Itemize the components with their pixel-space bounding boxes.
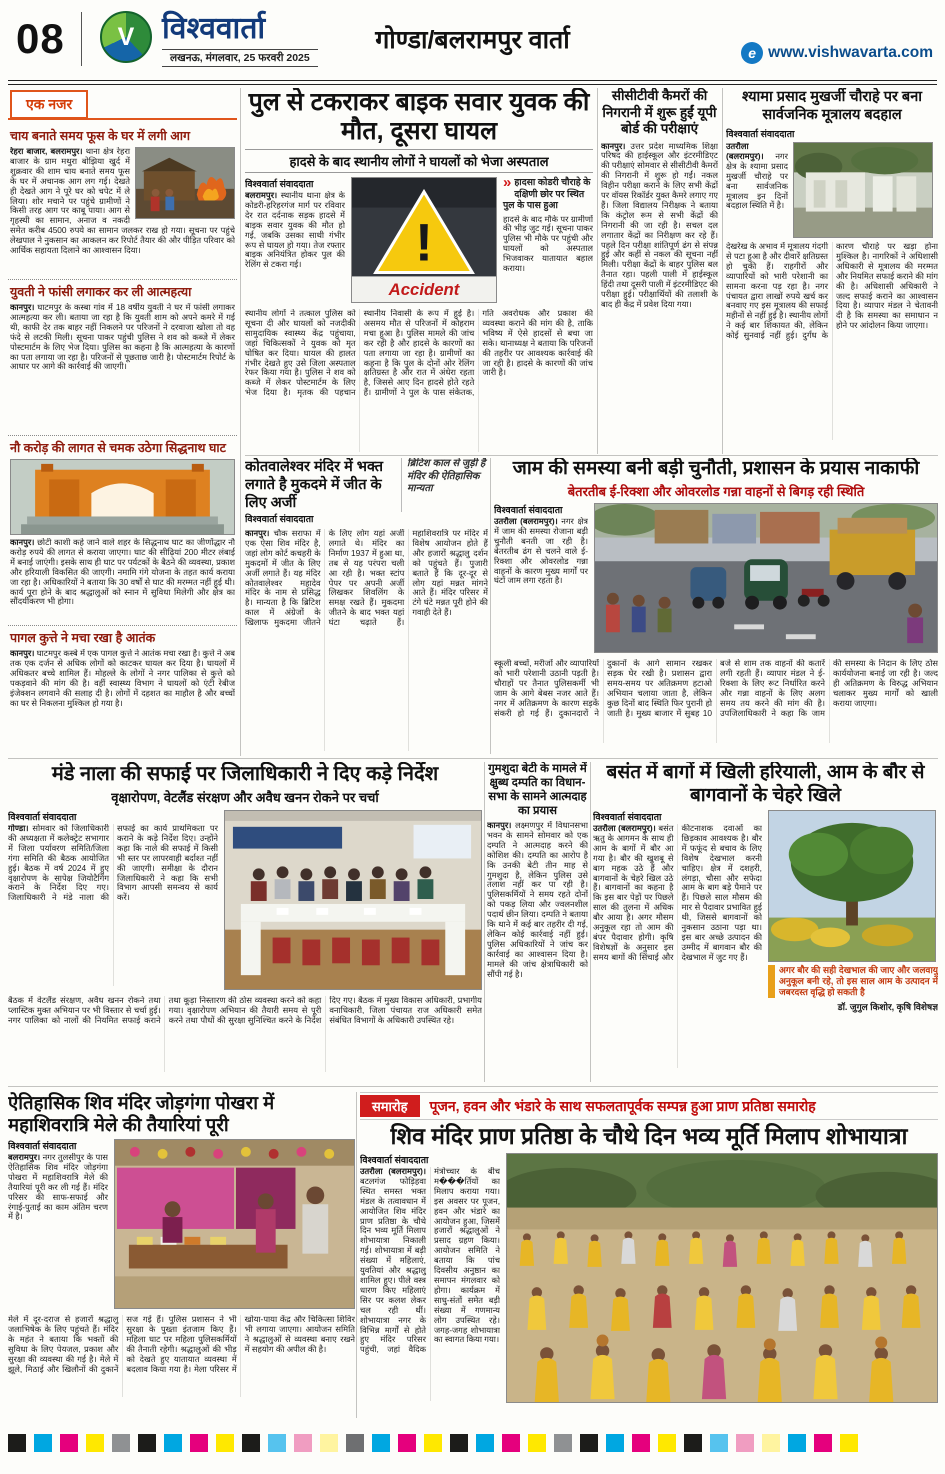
website-link <box>741 42 933 64</box>
color-swatch <box>112 1434 130 1452</box>
e-globe-icon: e <box>741 42 763 64</box>
body-text: नगर तुलसीपुर के पास ऐतिहासिक शिव मंदिर जोड़गंगा पोखरा में महाशिवरात्रि मेले की तैयारियां पूरी कर ली गई हैं। मंदिर परिसर की साफ-सफाई और रंगाई-पुताई का काम अंतिम चरण में है। <box>8 1153 108 1222</box>
pull-quote-marker: » <box>503 174 512 191</box>
story-mango-bloom <box>593 762 938 1082</box>
body-text: स्कूली बच्चों, मरीजों और व्यापारियों को भारी परेशानी उठानी पड़ती है। चौराहों पर तैनात पुलिसकर्मी भी जाम के आगे बेबस नजर आते हैं। नगर में अतिक्रमण के कारण सड़कें संकरी हो गई हैं। दुकानदारों ने दुकानों के आगे सामान रखकर सड़क घेर रखी है। प्रशासन द्वारा समय-समय पर अतिक्रमण हटाओ अभियान चलाया जाता है, लेकिन कुछ दिनों बाद स्थिति फिर पुरानी हो जाती है। मुख्य बाजार में सुबह 10 बजे से शाम तक वाहनों की कतारें लगी रहती हैं। व्यापार मंडल ने ई-रिक्शा के लिए रूट निर्धारित करने और गन्ना वाहनों के लिए अलग समय तय करने की मांग की है। उपजिलाधिकारी ने कहा कि जाम की समस्या के निदान के लिए ठोस कार्ययोजना बनाई जा रही है। जल्द ही अतिक्रमण के विरुद्ध अभियान चलाकर मुख्य मार्गों को खाली कराया जाएगा। <box>494 659 938 718</box>
dateline: उतरौला (बलरामपुर)। <box>593 824 656 833</box>
color-swatch <box>658 1434 676 1452</box>
accident-photo-label: Accident <box>388 280 460 300</box>
body-text: चौक सराफा में एक ऐसा शिव मंदिर है, जहां लोग कोर्ट कचहरी के मुकदमों में जीत के लिए अर्जी लगाते हैं। यह मंदिर कोतवालेश्वर महादेव मंदिर के नाम से प्रसिद्ध है। मान्यता है कि ब्रिटिश काल में अंग्रेजों के खिलाफ मुकदमा जीतने के लिए लोग यहां अर्जी लगाते थे। मंदिर का निर्माण 1937 में हुआ था, तब से यह परंपरा चली आ रही है। भक्त स्टांप पेपर पर अपनी अर्जी लिखकर शिवलिंग के समक्ष रखते हैं। मुकदमा जीतने के बाद भक्त यहां घंटा चढ़ाते हैं। महाशिवरात्रि पर मंदिर में विशेष आयोजन होते हैं और हजारों श्रद्धालु दर्शन को पहुंचते हैं। पुजारी बताते हैं कि दूर-दूर से लोग यहां मन्नत मांगने आते हैं। मंदिर परिसर में टंगे घंटे मन्नत पूरी होने की गवाही देते हैं। <box>245 529 488 628</box>
color-swatch <box>424 1434 442 1452</box>
dateline: कानपुर। <box>487 821 512 830</box>
story-lead-column <box>8 810 218 992</box>
column-divider <box>597 88 598 454</box>
color-swatch <box>34 1434 52 1452</box>
story-lead-column <box>593 810 762 1068</box>
body-text: थाना क्षेत्र रेहरा बाजार के ग्राम मथुरा बोझिया खुर्द में शुक्रवार की शाम चाय बनाते समय फूस के घर में अचानक आग लग गई। देखते ही देखते आग ने पूरे घर को चपेट में ले लिया। शोर मचाने पर पहुंचे ग्रामीणों ने किसी तरह आग पर काबू पाया। आग से गृहस्थी का सामान, अनाज व नकदी समेत करीब 4500 रुपये का सामान जलकर राख हो गया। सूचना पर पहुंचे लेखपाल ने नुकसान का आकलन कर रिपोर्ट तैयार की और पीड़ित परिवार को आर्थिक सहायता दिलाने का आश्वासन दिया। <box>10 147 235 256</box>
color-swatch <box>320 1434 338 1452</box>
brief-headline: युवती ने फांसी लगाकर कर ली आत्महत्या <box>10 285 192 299</box>
byline: विश्ववार्ता संवाददाता <box>245 179 314 189</box>
body-text: नगर क्षेत्र के श्यामा प्रसाद मुखर्जी चौराहे पर बना सार्वजनिक मूत्रालय इन दिनों बदहाल स्थिति में है। <box>726 150 788 211</box>
story-subhead: बेतरतीब ई-रिक्शा और ओवरलोड गन्ना वाहनों से बिगड़ रही स्थिति <box>567 484 865 499</box>
color-swatch <box>788 1434 806 1452</box>
mango-tree-photo <box>768 810 936 962</box>
story-body <box>8 996 482 1072</box>
story-accident <box>245 88 593 452</box>
color-swatch <box>632 1434 650 1452</box>
story-body <box>726 242 938 440</box>
ek-nazar-header <box>8 90 237 120</box>
color-swatch <box>528 1434 546 1452</box>
dateline: उतरौला (बलरामपुर)। <box>360 1167 426 1176</box>
body-text: छोटी काशी कहे जाने वाले शहर के सिद्धनाथ घाट का जीर्णोद्धार नौ करोड़ रुपये की लागत से कराया जाएगा। घाट की सीढ़ियां 200 मीटर लंबाई में बनाई जाएंगी। इसके साथ ही घाट पर पर्यटकों के बैठने की व्यवस्था, प्रकाश और हरियाली विकसित की जाएगी। नमामि गंगे योजना के तहत कार्य कराया जा रहा है। अधिकारियों ने बताया कि 30 वर्षों से घाट की मरम्मत नहीं हुई थी। कार्य पूरा होने के बाद श्रद्धालुओं को स्नान में सुविधा मिलेगी और क्षेत्र का सौंदर्यीकरण भी होगा। <box>10 538 235 607</box>
logo-letter: V <box>117 22 135 51</box>
meeting-photo <box>224 810 482 990</box>
paper-name: विश्ववार्ता <box>162 12 266 45</box>
byline: विश्ववार्ता संवाददाता <box>245 514 314 524</box>
brief-headline: चाय बनाते समय फूस के घर में लगी आग <box>10 129 191 143</box>
body-text: घाटमपुर के कस्बा गांव में 18 वर्षीय युवती ने घर में फांसी लगाकर आत्महत्या कर ली। बताया जा रहा है कि युवती शाम को अपने कमरे में गई थी, काफी देर तक बाहर नहीं निकलने पर परिजनों ने दरवाजा खोला तो वह फंदे से लटकी मिली। सूचना पाकर पहुंची पुलिस ने शव को कब्जे में लेकर पोस्टमार्टम के लिए भेज दिया। पुलिस का कहना है कि आत्महत्या के कारणों का पता लगाया जा रहा है। परिजनों से पूछताछ जारी है। पोस्टमार्टम रिपोर्ट के आधार पर आगे की कार्रवाई की जाएगी। <box>10 303 235 372</box>
color-swatch <box>502 1434 520 1452</box>
dateline: बलरामपुर। <box>8 1153 41 1162</box>
section-divider <box>8 758 938 759</box>
story-headline: मंडे नाला की सफाई पर जिलाधिकारी ने दिए कड़े निर्देश <box>51 763 439 785</box>
story-headline: श्यामा प्रसाद मुखर्जी चौराहे पर बना सार्वजनिक मूत्रालय बदहाल <box>741 89 923 123</box>
dateline: उतरौला (बलरामपुर)। <box>494 517 558 526</box>
story-headline: पुल से टकराकर बाइक सवार युवक की मौत, दूसरा घायल <box>248 88 590 145</box>
kicker-label: समारोह <box>360 1095 420 1117</box>
caption-text: अगर बौर की सही देखभाल की जाए और जलवायु अनुकूल बनी रहे, तो इस साल आम के उत्पादन में जबरदस्त वृद्धि हो सकती है <box>779 965 938 997</box>
dateline: गोण्डा। <box>8 824 29 833</box>
color-swatch <box>398 1434 416 1452</box>
print-color-bar <box>8 1432 937 1454</box>
story-headline: कोतवालेश्वर मंदिर में भक्त लगाते है मुकदमे में जीत के लिए अर्जी <box>245 459 384 511</box>
body-text: बसंत ऋतु के आगमन के साथ ही आम के बागों में बौर आ गया है। बौर की खुशबू से बाग महक उठे हैं और बागवानों के चेहरे खिल उठे हैं। बागवानों का कहना है कि इस बार पेड़ों पर पिछले साल की तुलना में अधिक बौर आया है। अगर मौसम अनुकूल रहा तो आम की बंपर पैदावार होगी। कृषि विशेषज्ञों के अनुसार इस समय बागों की सिंचाई और कीटनाशक दवाओं का छिड़काव आवश्यक है। बौर में फफूंद से बचाव के लिए विशेष देखभाल करनी चाहिए। क्षेत्र में दशहरी, लंगड़ा, चौसा और सफेदा आम के बाग बड़े पैमाने पर हैं। पिछले साल मौसम की मार से पैदावार प्रभावित हुई थी, जिससे बागवानों को नुकसान उठाना पड़ा था। इस बार अच्छे उत्पादन की उम्मीद में बागवान बौर की देखभाल में जुट गए हैं। <box>593 824 762 962</box>
brief-body <box>10 538 235 607</box>
caption-author: डॉ. जुगुल किशोर, कृषि विशेषज्ञ <box>837 1002 938 1012</box>
brief-headline: पागल कुत्ते ने मचा रखा है आतंक <box>10 631 156 645</box>
story-pran-pratishtha <box>360 1092 938 1418</box>
story-headline: शिव मंदिर प्राण प्रतिष्ठा के चौथे दिन भव्य मूर्ति मिलाप शोभायात्रा <box>390 1123 908 1149</box>
color-swatch <box>60 1434 78 1452</box>
story-headline: जाम की समस्या बनी बड़ी चुनौती, प्रशासन के प्रयास नाकाफी <box>512 458 920 479</box>
story-top-row <box>593 810 938 1068</box>
story-traffic-jam <box>494 458 938 754</box>
story-headline: गुमशुदा बेटी के मामले में क्षुब्ध दम्पति का विधान-सभा के सामने आत्मदाह का प्रयास <box>488 763 587 817</box>
story-lead-column <box>245 177 345 305</box>
body-text: लक्ष्मणपुर में विधानसभा भवन के सामने सोमवार को एक दम्पति ने आत्मदाह करने की कोशिश की। दम्पति का आरोप है कि उनकी बेटी तीन माह से गुमशुदा है, लेकिन पुलिस उसे तलाश नहीं कर पा रही है। पुलिसकर्मियों ने समय रहते दोनों को पकड़ लिया और ज्वलनशील पदार्थ छीन लिया। दम्पति ने बताया कि थाने में कई बार तहरीर दी गई, लेकिन कोई कार्रवाई नहीं हुई। पुलिस अधिकारियों ने जांच कर कार्रवाई का आश्वासन दिया है। मामले की जांच क्षेत्राधिकारी को सौंपी गई है। <box>487 821 588 979</box>
body-text: उत्तर प्रदेश माध्यमिक शिक्षा परिषद की हाईस्कूल और इंटरमीडिएट की परीक्षाएं सोमवार से सीसीटीवी कैमरों की निगरानी में शुरू हो गईं। नकल विहीन परीक्षा कराने के लिए सभी केंद्रों पर वॉयस रिकॉर्डर युक्त कैमरे लगाए गए हैं। जिला विद्यालय निरीक्षक ने बताया कि कंट्रोल रूम से सभी केंद्रों की निगरानी की जा रही है। सचल दल लगातार केंद्रों का निरीक्षण कर रहे हैं। पहले दिन परीक्षा शांतिपूर्ण ढंग से संपन्न हुई और कहीं से नकल की सूचना नहीं मिली। परीक्षा केंद्रों के बाहर पुलिस बल तैनात रहा। पहली पाली में हाईस्कूल हिंदी तथा दूसरी पाली में इंटरमीडिएट की परीक्षा हुई। परीक्षार्थियों की तलाशी के बाद ही केंद्र में प्रवेश दिया गया। <box>601 141 718 309</box>
edition-line: लखनऊ, मंगलवार, 25 फरवरी 2025 <box>162 49 318 67</box>
story-top-row <box>360 1153 938 1405</box>
color-swatch <box>8 1434 26 1452</box>
column-divider <box>240 88 241 756</box>
story-shivratri-mela <box>8 1092 355 1418</box>
column-divider <box>722 88 723 454</box>
dateline: बलरामपुर। <box>245 191 278 200</box>
column-divider <box>356 1092 357 1418</box>
story-side-column <box>503 174 593 305</box>
color-swatch <box>86 1434 104 1452</box>
warning-mark: ! <box>415 213 433 273</box>
story-top-row <box>8 1139 355 1311</box>
color-swatch <box>476 1434 494 1452</box>
story-body <box>494 659 938 743</box>
color-swatch <box>242 1434 260 1452</box>
story-top-row <box>494 503 938 655</box>
story-top-row <box>8 810 482 992</box>
color-swatch <box>372 1434 390 1452</box>
story-top-row <box>726 142 938 238</box>
body-text: सोमवार को जिलाधिकारी की अध्यक्षता में कलेक्ट्रेट सभागार में जिला पर्यावरण समिति/जिला गंगा समिति की बैठक आयोजित हुई। बैठक में वर्ष 2024 में हुए वृक्षारोपण के सापेक्ष जियोटैगिंग कराने के निर्देश दिए गए। जिलाधिकारी ने मंडे नाला की सफाई का कार्य प्राथमिकता पर कराने के कड़े निर्देश दिए। उन्होंने कहा कि नाले की सफाई में किसी भी स्तर पर लापरवाही बर्दाश्त नहीं की जाएगी। समीक्षा के दौरान जिलाधिकारी ने कहा कि सभी विभाग आपसी समन्वय से कार्य करें। <box>8 824 218 903</box>
story-missing-daughter <box>487 762 588 1082</box>
mela-preparation-photo <box>114 1139 355 1309</box>
news-brief-ghat <box>8 436 237 626</box>
story-body <box>245 529 488 751</box>
header-divider <box>8 80 937 85</box>
byline: विश्ववार्ता संवाददाता <box>360 1155 429 1165</box>
color-swatch <box>840 1434 858 1452</box>
brief-body <box>10 147 235 256</box>
story-lead-column <box>8 1139 108 1311</box>
section-divider <box>245 455 938 456</box>
news-brief-fire <box>8 124 237 280</box>
color-swatch <box>294 1434 312 1452</box>
story-subhead: वृक्षारोपण, वेटलैंड संरक्षण और अवैध खनन रोकने पर चर्चा <box>111 790 379 805</box>
color-swatch <box>606 1434 624 1452</box>
news-brief-dog <box>8 626 237 750</box>
brief-body <box>10 303 235 372</box>
traffic-photo <box>594 503 938 653</box>
story-header <box>245 458 488 512</box>
color-swatch <box>164 1434 182 1452</box>
brief-headline: नौ करोड़ की लागत से चमक उठेगा सिद्धनाथ घाट <box>10 441 226 455</box>
news-brief-suicide <box>8 280 237 436</box>
story-headline: बसंत में बागों में खिली हरियाली, आम के बौर से बागवानों के चेहरे खिले <box>606 762 925 806</box>
color-swatch <box>684 1434 702 1452</box>
kicker-bar <box>360 1092 938 1120</box>
story-body <box>601 142 718 450</box>
column-divider <box>590 762 591 1082</box>
story-headline: ऐतिहासिक शिव मंदिर जोड़गंगा पोखरा में महाशिवरात्रि मेले की तैयारियां पूरी <box>8 1092 275 1135</box>
color-swatch <box>138 1434 156 1452</box>
color-swatch <box>580 1434 598 1452</box>
story-drain-cleaning <box>8 762 482 1082</box>
pull-quote-text: हादसा कोडरी चौराहे के दक्षिणी छोर पर स्थित पुल के पास हुआ <box>503 177 591 210</box>
ghat-photo <box>10 459 235 535</box>
story-lead-column <box>360 1153 500 1405</box>
story-deck: ब्रिटिश काल से जुड़ी है मंदिर की ऐतिहासिक मान्यता <box>401 458 488 512</box>
website-url: www.vishwavarta.com <box>768 44 933 61</box>
story-lead-column <box>726 142 788 238</box>
story-body <box>8 1315 355 1397</box>
body-text: नगर क्षेत्र में जाम की समस्या रोजाना बड़ी चुनौती बनती जा रही है। बेतरतीब ढंग से चलने वाले ई-रिक्शा और ओवरलोड गन्ना वाहनों के कारण मुख्य मार्गों पर घंटों जाम लगा रहता है। <box>494 517 588 586</box>
accident-photo <box>351 177 497 303</box>
story-cctv-exams <box>601 88 718 452</box>
ek-nazar-label: एक नजर <box>10 90 88 119</box>
byline: विश्ववार्ता संवाददाता <box>593 812 662 822</box>
story-urinal <box>726 88 938 452</box>
color-swatch <box>450 1434 468 1452</box>
story-headline: सीसीटीवी कैमरों की निगरानी में शुरू हुईं यूपी बोर्ड की परीक्षाएं <box>602 88 717 136</box>
body-text: स्थानीय थाना क्षेत्र के कोडरी-हरिहरगंज मार्ग पर रविवार देर रात दर्दनाक सड़क हादसे में बाइक सवार युवक की मौत हो गई, जबकि उसका साथी गंभीर रूप से घायल हो गया। तेज रफ्तार बाइक अनियंत्रित होकर पुल की रेलिंग से टकरा गई। <box>245 191 345 270</box>
color-swatch <box>216 1434 234 1452</box>
fire-photo <box>135 147 235 219</box>
pull-quote <box>503 174 593 212</box>
column-divider <box>484 762 485 1082</box>
story-top-row <box>245 174 593 305</box>
body-text: मेले में दूर-दराज से हजारों श्रद्धालु जलाभिषेक के लिए पहुंचते हैं। मंदिर के महंत ने बताया कि भक्तों की सुविधा के लिए पेयजल, प्रकाश और सुरक्षा की व्यवस्था की गई है। मेले में झूले, मिठाई और खिलौनों की दुकानें सज गई हैं। पुलिस प्रशासन ने भी सुरक्षा के पुख्ता इंतजाम किए हैं। महिला घाट पर महिला पुलिसकर्मियों की तैनाती रहेगी। श्रद्धालुओं की भीड़ को देखते हुए यातायात व्यवस्था में बदलाव किया गया है। मेला परिसर में खोया-पाया केंद्र और चिकित्सा शिविर भी लगाया जाएगा। आयोजन समिति ने श्रद्धालुओं से व्यवस्था बनाए रखने में सहयोग की अपील की है। <box>8 1315 355 1374</box>
procession-photo <box>506 1153 938 1403</box>
section-divider <box>8 1086 938 1087</box>
color-swatch <box>736 1434 754 1452</box>
story-body <box>245 309 593 452</box>
byline: विश्ववार्ता संवाददाता <box>494 505 563 515</box>
story-body <box>487 821 588 1063</box>
body-text: स्थानीय लोगों ने तत्काल पुलिस को सूचना दी और घायलों को नजदीकी सामुदायिक स्वास्थ्य केंद्र पहुंचाया, जहां चिकित्सकों ने युवक को मृत घोषित कर दिया। घायल की हालत गंभीर देखते हुए उसे जिला अस्पताल रेफर किया गया है। पुलिस ने शव को कब्जे में लेकर पोस्टमार्टम के लिए भेज दिया है। मृतक की पहचान स्थानीय निवासी के रूप में हुई है। असमय मौत से परिजनों में कोहराम मचा हुआ है। पुलिस मामले की जांच कर रही है और हादसे के कारणों का पता लगाया जा रहा है। ग्रामीणों का कहना है कि पुल के दोनों ओर रेलिंग क्षतिग्रस्त है और रात में अंधेरा रहता है, जिससे आए दिन हादसे होते रहते हैं। ग्रामीणों ने पुल के पास संकेतक, गति अवरोधक और प्रकाश की व्यवस्था कराने की मांग की है, ताकि भविष्य में ऐसे हादसों से बचा जा सके। थानाध्यक्ष ने बताया कि परिजनों की तहरीर पर आवश्यक कार्रवाई की जा रही है। हादसे के कारणों की जांच जारी है। <box>245 309 593 398</box>
body-text: हादसे के बाद मौके पर ग्रामीणों की भीड़ जुट गई। सूचना पाकर पुलिस भी मौके पर पहुंची और घायलों को अस्पताल भिजवाकर यातायात बहाल कराया। <box>503 214 593 274</box>
photo-caption <box>768 965 938 998</box>
dateline: रेहरा बाजार, बलरामपुर। <box>10 147 83 156</box>
color-swatch <box>710 1434 728 1452</box>
dateline: कानपुर। <box>245 529 270 538</box>
byline: विश्ववार्ता संवाददाता <box>8 812 77 822</box>
byline: विश्ववार्ता संवाददाता <box>726 129 795 139</box>
story-temple <box>245 458 488 754</box>
story-lead-column <box>494 503 588 655</box>
dateline: कानपुर। <box>10 538 35 547</box>
urinal-photo <box>793 142 933 238</box>
caption-bullet-icon <box>768 965 775 998</box>
section-title: गोण्डा/बलरामपुर वार्ता <box>375 26 570 54</box>
color-swatch <box>814 1434 832 1452</box>
body-text: बटलगंज फोड़िहवा स्थित समस्त भक्त मंडल के तत्वावधान में आयोजित शिव मंदिर प्राण प्रतिष्ठा के चौथे दिन भव्य मूर्ति मिलाप शोभायात्रा निकाली गई। शोभायात्रा में बड़ी संख्या में महिलाएं, युवतियां और श्रद्धालु शामिल हुए। पीले वस्त्र धारण किए महिलाएं सिर पर कलश लेकर चल रही थीं। शोभायात्रा नगर के विभिन्न मार्गों से होते हुए मंदिर परिसर पहुंची, जहां वैदिक मंत्रोच्चार के बीच म���र्तियों का मिलाप कराया गया। इस अवसर पर पूजन, हवन और भंडारे का आयोजन हुआ, जिसमें हजारों श्रद्धालुओं ने प्रसाद ग्रहण किया। आयोजन समिति ने बताया कि पांच दिवसीय अनुष्ठान का समापन मंगलवार को होगा। कार्यक्रम में साधु-संतों समेत बड़ी संख्या में गणमान्य लोग उपस्थित रहे। जगह-जगह शोभायात्रा का स्वागत किया गया। <box>360 1167 500 1355</box>
color-swatch <box>554 1434 572 1452</box>
body-text: बैठक में वेटलैंड संरक्षण, अवैध खनन रोकने तथा प्लास्टिक मुक्त अभियान पर भी विस्तार से चर्चा हुई। नगर पालिका को नालों की नियमित सफाई कराने तथा कूड़ा निस्तारण की ठोस व्यवस्था करने को कहा गया। वृक्षारोपण अभियान की तैयारी समय से पूरी करने तथा पौधों की सुरक्षा सुनिश्चित करने के निर्देश दिए गए। बैठक में मुख्य विकास अधिकारी, प्रभागीय वनाधिकारी, जिला पंचायत राज अधिकारी समेत संबंधित विभागों के अधिकारी उपस्थित रहे। <box>8 996 482 1025</box>
dateline: उतरौला (बलरामपुर)। <box>726 142 764 161</box>
column-divider <box>490 458 491 754</box>
kicker-text: पूजन, हवन और भंडारे के साथ सफलतापूर्वक सम्पन्न हुआ प्राण प्रतिष्ठा समारोह <box>429 1097 816 1114</box>
color-swatch <box>346 1434 364 1452</box>
color-swatch <box>762 1434 780 1452</box>
dateline: कानपुर। <box>10 649 35 658</box>
color-swatch <box>268 1434 286 1452</box>
byline: विश्ववार्ता संवाददाता <box>8 1141 77 1151</box>
story-photo-column <box>768 810 938 1068</box>
body-text: देखरेख के अभाव में मूत्रालय गंदगी से पटा हुआ है और दीवारें क्षतिग्रस्त हो चुकी हैं। राहगीरों और व्यापारियों को भारी परेशानी का सामना करना पड़ रहा है। नगर पंचायत द्वारा लाखों रुपये खर्च कर बनवाए गए इस मूत्रालय की सफाई महीनों से नहीं हुई है। स्थानीय लोगों ने कई बार शिकायत की, लेकिन कोई सुनवाई नहीं हुई। दुर्गंध के कारण चौराहे पर खड़ा होना मुश्किल है। नागरिकों ने अधिशासी अधिकारी से मूत्रालय की मरम्मत और नियमित सफाई कराने की मांग की है। अधिशासी अधिकारी ने जल्द सफाई कराने का आश्वासन दिया है। व्यापार मंडल ने चेतावनी दी है कि समस्या का समाधान न होने पर आंदोलन किया जाएगा। <box>726 242 938 341</box>
page-number: 08 <box>14 12 82 66</box>
brief-body <box>10 649 235 708</box>
story-deck: हादसे के बाद स्थानीय लोगों ने घायलों को भेजा अस्पताल <box>245 149 593 173</box>
dateline: कानपुर। <box>601 141 626 151</box>
ek-nazar-column <box>8 90 237 756</box>
color-swatch <box>190 1434 208 1452</box>
dateline: कानपुर। <box>10 303 35 312</box>
body-text: घाटमपुर कस्बे में एक पागल कुत्ते ने आतंक मचा रखा है। कुत्ते ने अब तक एक दर्जन से अधिक लोगों को काटकर घायल कर दिया है। घायलों में अधिकतर बच्चे शामिल हैं। मोहल्ले के लोगों ने नगर पालिका से कुत्ते को पकड़वाने की मांग की है। वहीं स्वास्थ्य विभाग ने घायलों को एंटी रेबीज इंजेक्शन लगवाने की सलाह दी है। लोगों में दहशत का माहौल है और बच्चों का घर से निकलना मुश्किल हो गया है। <box>10 649 235 708</box>
